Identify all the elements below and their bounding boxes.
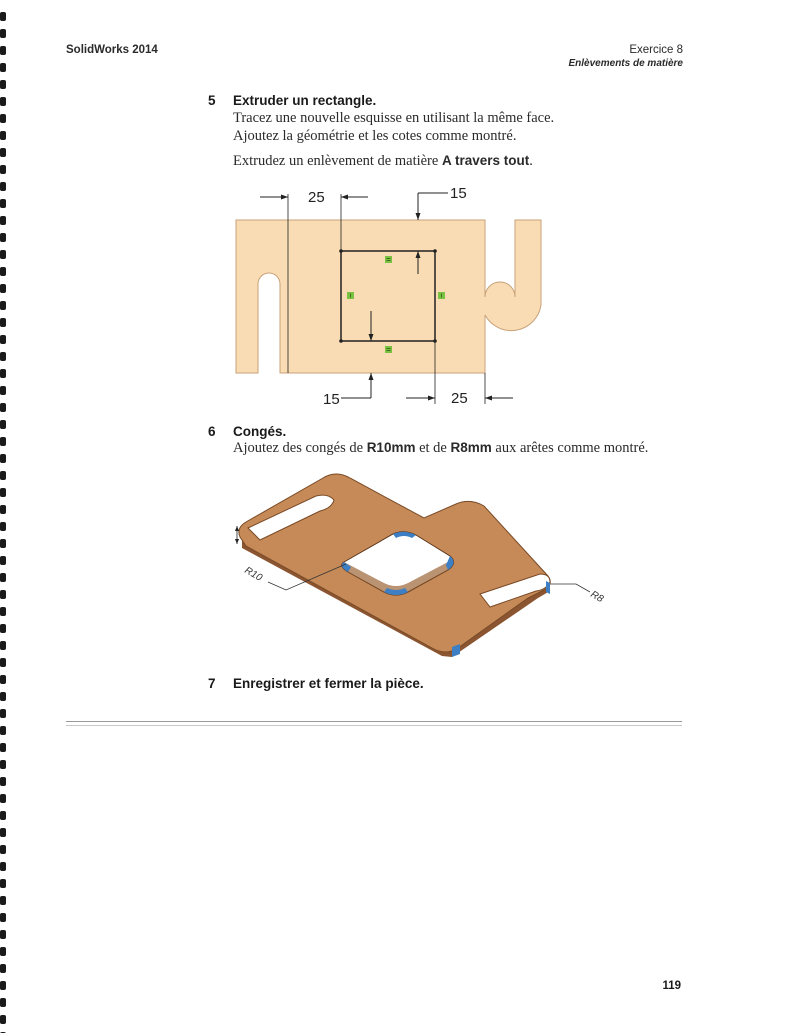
spiral-binding (0, 0, 12, 1033)
step-6-text-c: aux arêtes comme montré. (491, 440, 649, 456)
binding-ring (0, 199, 6, 208)
binding-ring (0, 607, 6, 616)
relation-icon-left (347, 292, 354, 299)
binding-ring (0, 930, 6, 939)
binding-ring (0, 964, 6, 973)
step-5-line-3 (233, 153, 533, 170)
binding-ring (0, 539, 6, 548)
binding-ring (0, 148, 6, 157)
step-5-number: 5 (208, 93, 216, 108)
fillet-highlight-r8 (546, 581, 550, 594)
section-divider-shadow (66, 725, 682, 726)
binding-ring (0, 182, 6, 191)
binding-ring (0, 29, 6, 38)
binding-ring (0, 743, 6, 752)
dim-top-left: 25 (308, 189, 325, 206)
binding-ring (0, 352, 6, 361)
binding-ring (0, 250, 6, 259)
header-exercise-title: Exercice 8 (629, 44, 683, 56)
binding-ring (0, 709, 6, 718)
binding-ring (0, 811, 6, 820)
binding-ring (0, 692, 6, 701)
relation-icon-bottom (385, 346, 392, 353)
binding-ring (0, 216, 6, 225)
binding-ring (0, 80, 6, 89)
dim-bottom-right: 25 (451, 390, 468, 407)
fillet-r8-term: R8mm (450, 440, 492, 455)
binding-ring (0, 777, 6, 786)
fillet-r10-term: R10mm (366, 440, 416, 455)
step-7-number: 7 (208, 676, 216, 691)
relation-icon-right (438, 292, 445, 299)
binding-ring (0, 862, 6, 871)
binding-ring (0, 845, 6, 854)
binding-ring (0, 726, 6, 735)
relation-icon-top (385, 256, 392, 263)
binding-ring (0, 97, 6, 106)
binding-ring (0, 131, 6, 140)
through-all-term: A travers tout (441, 153, 530, 168)
binding-ring (0, 879, 6, 888)
binding-ring (0, 556, 6, 565)
binding-ring (0, 675, 6, 684)
step-5-line-3-end: . (529, 153, 533, 169)
binding-ring (0, 369, 6, 378)
binding-ring (0, 573, 6, 582)
binding-ring (0, 488, 6, 497)
step-5-line-1: Tracez une nouvelle esquisse en utilisant la même face. (233, 110, 555, 126)
header-book-title: SolidWorks 2014 (66, 44, 158, 56)
step-6-text-a: Ajoutez des congés de (233, 440, 367, 456)
binding-ring (0, 1015, 6, 1024)
binding-ring (0, 522, 6, 531)
step-6-text-b: et de (415, 440, 451, 456)
section-divider (66, 721, 682, 722)
binding-ring (0, 63, 6, 72)
binding-ring (0, 658, 6, 667)
sketch-figure (228, 180, 548, 410)
step-7-title: Enregistrer et fermer la pièce. (233, 676, 424, 691)
binding-ring (0, 284, 6, 293)
binding-ring (0, 590, 6, 599)
step-6-number: 6 (208, 424, 216, 439)
binding-ring (0, 454, 6, 463)
header-exercise-subtitle: Enlèvements de matière (568, 58, 683, 69)
binding-ring (0, 471, 6, 480)
label-r10: R10 (242, 565, 264, 584)
binding-ring (0, 267, 6, 276)
dim-top-right: 15 (450, 185, 467, 202)
header-exercise (569, 43, 684, 71)
binding-ring (0, 641, 6, 650)
step-6-line-1 (233, 440, 648, 457)
binding-ring (0, 12, 6, 21)
binding-ring (0, 233, 6, 242)
isometric-part-figure (228, 466, 620, 666)
binding-ring (0, 505, 6, 514)
binding-ring (0, 114, 6, 123)
binding-ring (0, 947, 6, 956)
binding-ring (0, 981, 6, 990)
binding-ring (0, 998, 6, 1007)
binding-ring (0, 386, 6, 395)
binding-ring (0, 913, 6, 922)
binding-ring (0, 403, 6, 412)
binding-ring (0, 760, 6, 769)
dim-bottom-left: 15 (323, 391, 340, 408)
binding-ring (0, 165, 6, 174)
binding-ring (0, 318, 6, 327)
binding-ring (0, 794, 6, 803)
step-5-line-2: Ajoutez la géométrie et les cotes comme montré. (233, 128, 517, 144)
step-5-line-3-text: Extrudez un enlèvement de matière (233, 153, 442, 169)
binding-ring (0, 301, 6, 310)
binding-ring (0, 420, 6, 429)
binding-ring (0, 437, 6, 446)
step-5-title: Extruder un rectangle. (233, 93, 377, 108)
page-number: 119 (662, 980, 681, 992)
binding-ring (0, 828, 6, 837)
binding-ring (0, 624, 6, 633)
binding-ring (0, 335, 6, 344)
step-6-title: Congés. (233, 424, 287, 439)
binding-ring (0, 46, 6, 55)
label-r8: R8 (588, 589, 606, 605)
binding-ring (0, 896, 6, 905)
